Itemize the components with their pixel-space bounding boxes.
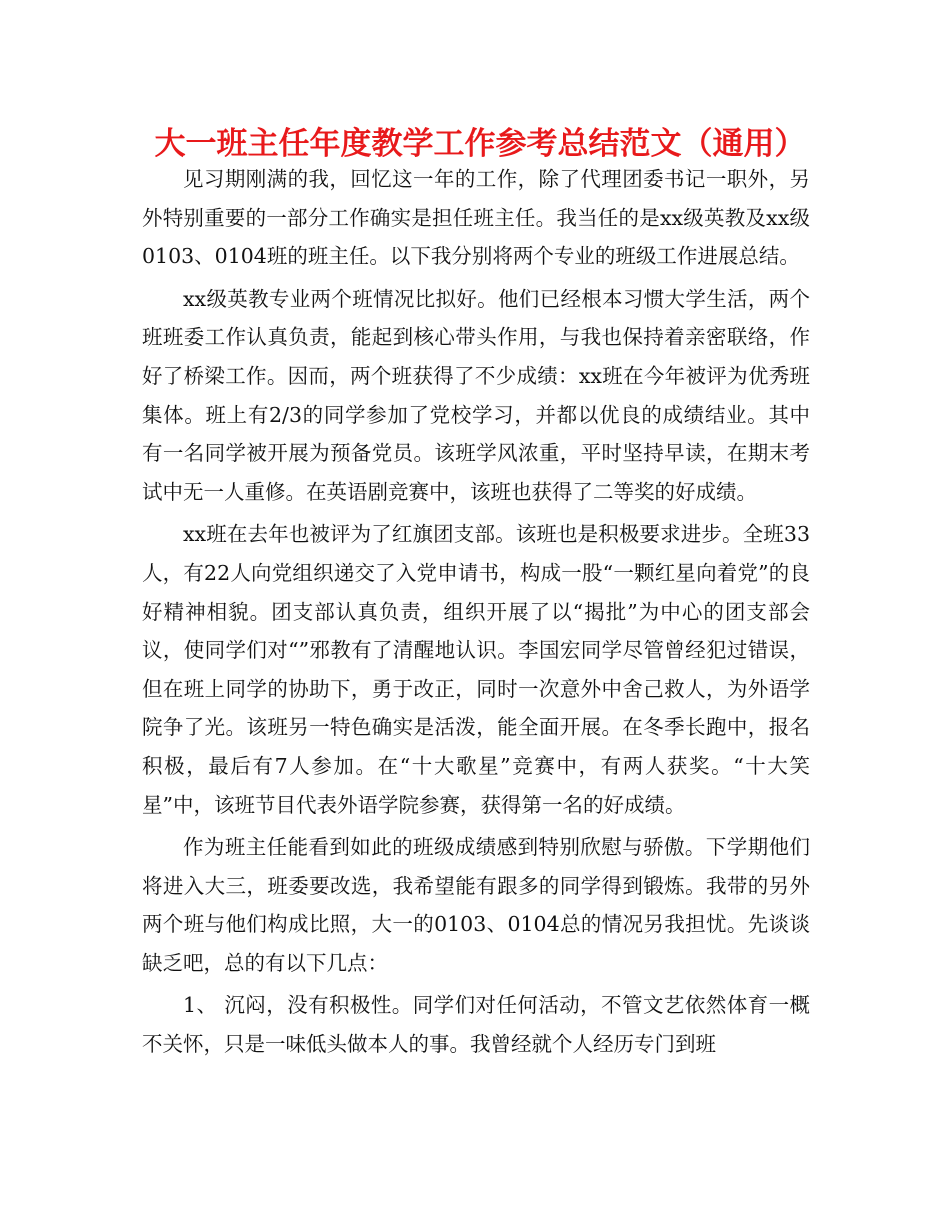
paragraph-3: xx班在去年也被评为了红旗团支部。该班也是积极要求进步。全班33人，有22人向党组织递交了入党申请书，构成一股“一颗红星向着党”的良好精神相貌。团支部认真负责，组织开展了以“揭批”为中心的团支部会议，使同学们对“”邪教有了清醒地认识。李国宏同学尽管曾经犯过错误，但在班上同学的协助下，勇于改正，同时一次意外中舍己救人，为外语学院争了光。该班另一特色确实是活泼，能全面开展。在冬季长跑中，报名积极，最后有7人参加。在“十大歌星”竞赛中，有两人获奖。“十大笑星”中，该班节目代表外语学院参赛，获得第一名的好成绩。 [142, 522, 810, 817]
paragraph-4: 作为班主任能看到如此的班级成绩感到特别欣慰与骄傲。下学期他们将进入大三，班委要改选，我希望能有跟多的同学得到锻炼。我带的另外两个班与他们构成比照，大一的0103、0104总的情况另我担忧。先谈谈缺乏吧，总的有以下几点： [142, 835, 810, 975]
document-title: 大一班主任年度教学工作参考总结范文（通用） [154, 126, 806, 162]
document-body [142, 160, 810, 1068]
paragraph-2: xx级英教专业两个班情况比拟好。他们已经根本习惯大学生活，两个班班委工作认真负责，能起到核心带头作用，与我也保持着亲密联络，作好了桥梁工作。因而，两个班获得了不少成绩：xx班在今年被评为优秀班集体。班上有2/3的同学参加了党校学习，并都以优良的成绩结业。其中有一名同学被开展为预备党员。该班学风浓重，平时坚持早读，在期末考试中无一人重修。在英语剧竞赛中，该班也获得了二等奖的好成绩。 [142, 286, 810, 504]
paragraph-1: 见习期刚满的我，回忆这一年的工作，除了代理团委书记一职外，另外特别重要的一部分工作确实是担任班主任。我当任的是xx级英教及xx级0103、0104班的班主任。以下我分别将两个专业的班级工作进展总结。 [142, 167, 810, 269]
paragraph-5: 1、 沉闷，没有积极性。同学们对任何活动，不管文艺依然体育一概不关怀，只是一味低头做本人的事。我曾经就个人经历专门到班 [142, 993, 810, 1057]
